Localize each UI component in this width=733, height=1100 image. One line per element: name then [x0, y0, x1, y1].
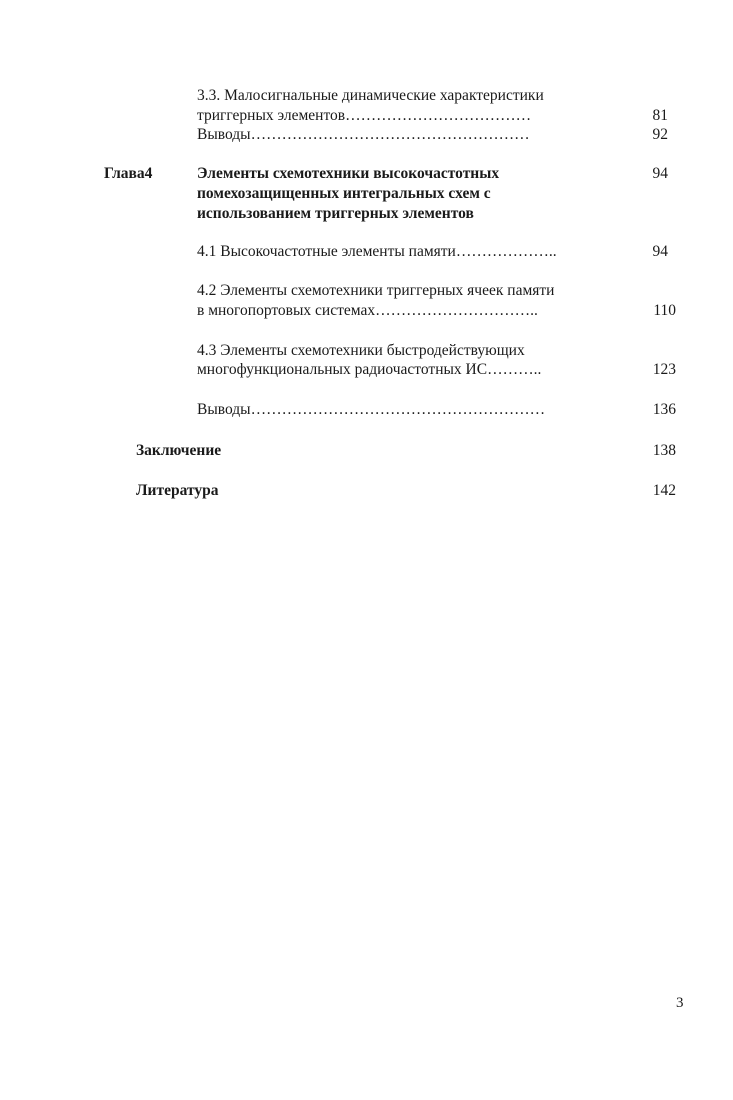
toc-section-4-3-line2: многофункциональных радиочастотных ИС……….. [197, 361, 542, 378]
toc-chapter-4-title-line3: использованием триггерных элементов [197, 205, 474, 222]
toc-conclusions-4-page: 136 [652, 401, 676, 418]
toc-section-3-3-line2: триггерных элементов……………………………… [197, 107, 532, 124]
toc-literature: Литература [136, 482, 219, 499]
toc-conclusions-3-page: 92 [652, 126, 668, 143]
toc-conclusion: Заключение [136, 442, 222, 459]
toc-conclusion-page: 138 [652, 442, 676, 459]
toc-section-4-3-page: 123 [652, 361, 676, 378]
toc-chapter-4-title-line1: Элементы схемотехники высокочастотных [197, 165, 500, 182]
toc-chapter-4-title-line2: помехозащищенных интегральных схем с [197, 185, 491, 202]
toc-section-4-1: 4.1 Высокочастотные элементы памяти……………….. [197, 243, 557, 260]
toc-section-4-2-line2: в многопортовых системах………………………….. [197, 302, 538, 319]
toc-section-4-2-page: 110 [653, 302, 676, 319]
toc-chapter-4-page: 94 [652, 165, 668, 182]
toc-section-4-1-page: 94 [652, 243, 668, 260]
toc-literature-page: 142 [652, 482, 676, 499]
toc-conclusions-4: Выводы………………………………………………… [197, 401, 546, 418]
toc-section-4-2-line1: 4.2 Элементы схемотехники триггерных ячеек памяти [197, 282, 555, 299]
toc-section-3-3-line1: 3.3. Малосигнальные динамические характеристики [197, 87, 544, 104]
toc-chapter-4-label: Глава4 [104, 165, 153, 182]
toc-section-4-3-line1: 4.3 Элементы схемотехники быстродействующих [197, 342, 525, 359]
toc-section-3-3-page: 81 [652, 107, 668, 124]
page-number: 3 [676, 995, 684, 1011]
toc-conclusions-3: Выводы……………………………………………… [197, 126, 530, 143]
